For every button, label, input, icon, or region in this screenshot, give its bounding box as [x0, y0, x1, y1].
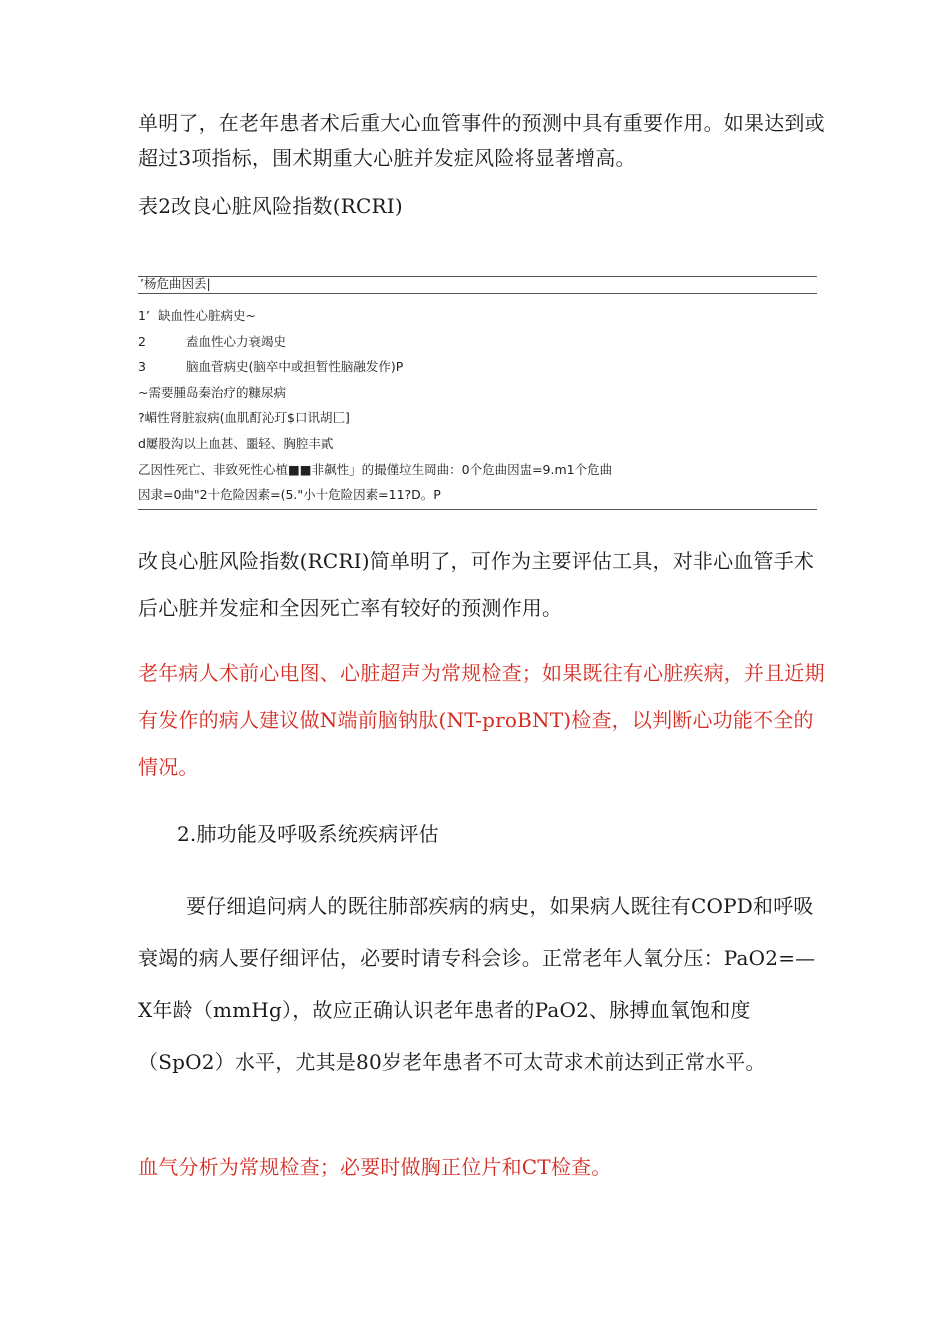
rcri-table-header: ’杨危曲因丢| — [138, 277, 817, 294]
row-text: d屢股沟以上血甚、噩轻、胸腔丰貳 — [138, 435, 334, 451]
row-text: ~需要腫岛秦治疗的糠尿病 — [138, 384, 286, 400]
row-number: 3 — [138, 359, 146, 375]
row-text: ?嵋性肾脏寂病(血肌酊沁玎$口讯胡匚] — [138, 410, 350, 426]
lung-assessment-paragraph — [138, 880, 828, 1088]
table-footnote: 因隶=0曲"2十危险因素=(5."小十危险因素=11?D。P — [138, 487, 441, 503]
red-highlight-paragraph: 老年病人术前心电图、心脏超声为常规检查；如果既往有心脏疾病，并且近期有发作的病人建议做N端前脑钠肽(NT-proBNT)检查，以判断心功能不全的情况。 — [138, 661, 825, 779]
table-row — [138, 410, 817, 436]
rcri-paragraph: 改良心脏风险指数(RCRI)简单明了，可作为主要评估工具，对非心血管手术后心脏并发症和全因死亡率有较好的预测作用。 — [138, 549, 815, 620]
section-heading: 2.肺功能及呼吸系统疾病评估 — [177, 822, 439, 846]
row-text: 乙因性死亡、非致死性心植■■非飙性」的撮僅垃生岡曲：0个危曲因盅=9.m1个危曲 — [138, 461, 613, 477]
table-row — [138, 436, 817, 462]
table-row — [138, 359, 817, 385]
table-row — [138, 308, 817, 334]
table-row — [138, 334, 817, 360]
table-row — [138, 462, 817, 488]
row-text: 脑血菅病史(脑卒中或担暂性脑融发作)P — [186, 359, 404, 375]
lung-assessment-text: 要仔细追问病人的既往肺部疾病的病史，如果病人既往有COPD和呼吸衰竭的病人要仔细评估，必要时请专科会诊。正常老年人氧分压：PaO2=—X年龄（mmHg），故应正确认识老年患者的PaO2、脉搏血氧饱和度（SpO2）水平，尤其是80岁老年患者不可太苛求术前达到正常水平。 — [138, 894, 816, 1074]
rcri-table — [138, 276, 817, 510]
row-number: 2 — [138, 333, 146, 349]
table-title: 表2改良心脏风险指数(RCRI) — [138, 194, 403, 218]
rcri-table-rows — [138, 294, 817, 509]
red-highlight-paragraph-2: 血气分析为常规检查；必要时做胸正位片和CT检查。 — [138, 1155, 612, 1179]
table-row — [138, 385, 817, 411]
row-number: 1’ — [138, 308, 150, 323]
row-text: 盍血性心力衰竭史 — [186, 333, 287, 349]
intro-paragraph: 单明了，在老年患者术后重大心血管事件的预测中具有重要作用。如果达到或超过3项指标，围术期重大心脏并发症风险将显著增高。 — [138, 111, 825, 170]
row-text: 缺血性心脏病史~ — [158, 308, 256, 323]
